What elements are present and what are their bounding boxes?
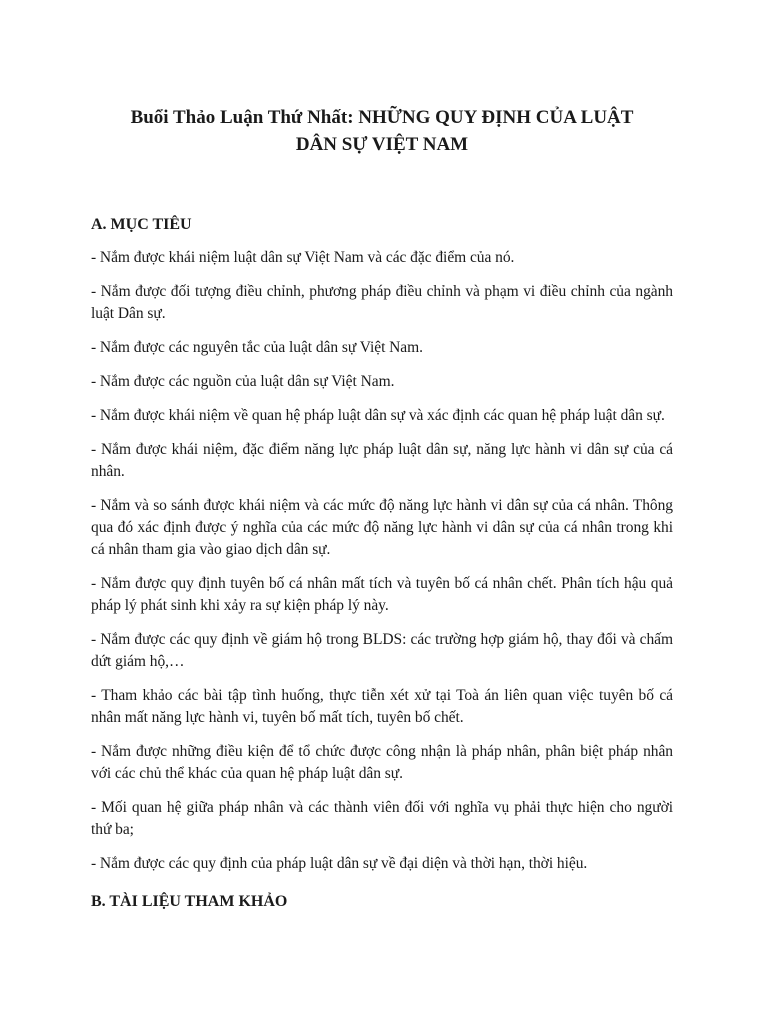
title-line-2: DÂN SỰ VIỆT NAM — [295, 134, 469, 155]
title-line-1: Buổi Thảo Luận Thứ Nhất: NHỮNG QUY ĐỊNH CỦA LUẬT — [130, 107, 634, 128]
list-item: - Nắm được khái niệm luật dân sự Việt Nam và các đặc điểm của nó. — [91, 249, 515, 266]
list-item: - Mối quan hệ giữa pháp nhân và các thành viên đối với nghĩa vụ phải thực hiện cho người thứ ba; — [91, 799, 673, 838]
list-item: - Nắm được quy định tuyên bố cá nhân mất tích và tuyên bố cá nhân chết. Phân tích hậu quả pháp lý phát sinh khi xảy ra sự kiện pháp lý này. — [91, 575, 673, 614]
section-b-heading: B. TÀI LIỆU THAM KHẢO — [91, 893, 288, 910]
list-item: - Nắm và so sánh được khái niệm và các mức độ năng lực hành vi dân sự của cá nhân. Thông qua đó xác định được ý nghĩa của các mức độ năng lực hành vi dân sự của cá nhân trong khi cá nhân tham gia vào giao dịch dân sự. — [91, 497, 673, 558]
list-item: - Tham khảo các bài tập tình huống, thực tiễn xét xử tại Toà án liên quan việc tuyên bố cá nhân mất năng lực hành vi, tuyên bố mất tích, tuyên bố chết. — [91, 687, 673, 726]
list-item: - Nắm được khái niệm, đặc điểm năng lực pháp luật dân sự, năng lực hành vi dân sự của cá nhân. — [91, 441, 673, 480]
document-title — [91, 104, 673, 158]
list-item: - Nắm được các quy định của pháp luật dân sự về đại diện và thời hạn, thời hiệu. — [91, 855, 588, 872]
list-item: - Nắm được các quy định về giám hộ trong BLDS: các trường hợp giám hộ, thay đổi và chấm dứt giám hộ,… — [91, 631, 673, 670]
list-item: - Nắm được khái niệm về quan hệ pháp luật dân sự và xác định các quan hệ pháp luật dân sự. — [91, 407, 665, 424]
section-a-items — [91, 247, 673, 875]
list-item: - Nắm được đối tượng điều chỉnh, phương pháp điều chỉnh và phạm vi điều chỉnh của ngành luật Dân sự. — [91, 283, 673, 322]
section-a-heading: A. MỤC TIÊU — [91, 216, 192, 233]
list-item: - Nắm được các nguồn của luật dân sự Việt Nam. — [91, 373, 395, 390]
list-item: - Nắm được những điều kiện để tổ chức được công nhận là pháp nhân, phân biệt pháp nhân với các chủ thể khác của quan hệ pháp luật dân sự. — [91, 743, 673, 782]
list-item: - Nắm được các nguyên tắc của luật dân sự Việt Nam. — [91, 339, 423, 356]
